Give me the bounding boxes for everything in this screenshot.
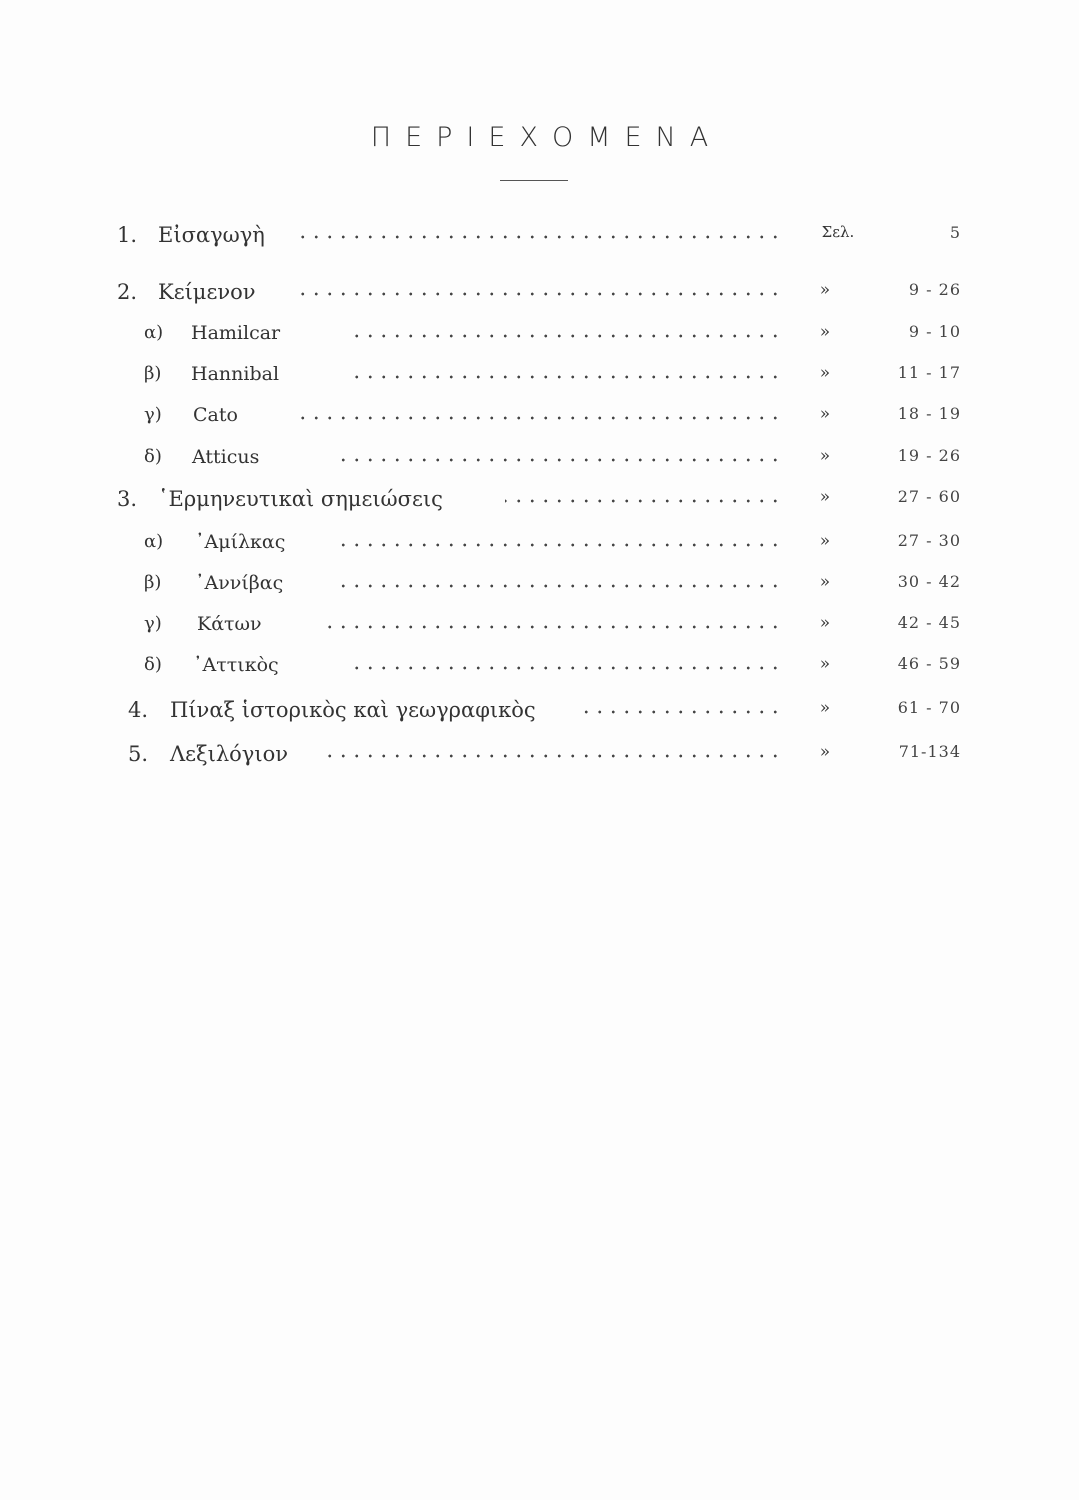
toc-entry[interactable] — [0, 223, 1079, 253]
page-range: 9 - 26 — [908, 280, 961, 299]
toc-entry-label: Πίναξ ἱστορικὸς καὶ γεωγραφικὸς — [170, 698, 536, 722]
toc-entry[interactable] — [0, 280, 1079, 310]
dot-leader — [300, 235, 782, 239]
toc-entry-number: β) — [144, 363, 162, 384]
toc-entry-number: 2. — [117, 280, 138, 304]
toc-subentry[interactable] — [0, 572, 1079, 602]
dot-leader — [325, 625, 782, 629]
dot-leader — [340, 543, 782, 547]
ditto-mark: » — [819, 742, 831, 762]
toc-entry-number: 5. — [128, 742, 149, 766]
toc-subentry[interactable] — [0, 322, 1079, 352]
toc-entry-number: α) — [144, 531, 164, 552]
toc-entry-label: Hamilcar — [191, 322, 281, 344]
page-range: 42 - 45 — [897, 613, 961, 632]
toc-entry-number: β) — [144, 572, 162, 593]
toc-subentry[interactable] — [0, 654, 1079, 684]
toc-subentry[interactable] — [0, 613, 1079, 643]
toc-entry-label: Atticus — [192, 446, 260, 468]
ditto-mark: » — [819, 572, 831, 592]
ditto-mark: » — [819, 404, 831, 424]
toc-entry-label: Εἰσαγωγὴ — [158, 223, 265, 247]
ditto-mark: » — [819, 363, 831, 383]
page-range: 19 - 26 — [897, 446, 961, 465]
toc-entry-number: 3. — [117, 487, 138, 511]
ditto-mark: » — [819, 322, 831, 342]
toc-subentry[interactable] — [0, 363, 1079, 393]
page-range: 27 - 30 — [897, 531, 961, 550]
dot-leader — [355, 334, 782, 338]
dot-leader — [340, 584, 782, 588]
toc-entry-number: α) — [144, 322, 164, 343]
page-range: 5 — [949, 223, 961, 242]
page-title: ΠΕΡΙΕΧΟΜΕΝΑ — [370, 122, 723, 153]
toc-entry-number: δ) — [144, 654, 162, 675]
page-range: 9 - 10 — [908, 322, 961, 341]
toc-entry-label: ῾Ερμηνευτικαὶ σημειώσεις — [158, 487, 443, 511]
toc-entry-label: Κείμενον — [158, 280, 256, 304]
toc-subentry[interactable] — [0, 446, 1079, 476]
dot-leader — [355, 375, 782, 379]
toc-entry-number: γ) — [144, 613, 162, 634]
page-range: 71-134 — [898, 742, 961, 761]
ditto-mark: » — [819, 698, 831, 718]
toc-entry-number: γ) — [144, 404, 162, 425]
dot-leader — [505, 499, 782, 503]
page-range: 61 - 70 — [897, 698, 961, 717]
toc-entry[interactable] — [0, 698, 1079, 728]
page-range: 11 - 17 — [897, 363, 961, 382]
toc-entry-label: ᾿Αμίλκας — [195, 531, 286, 553]
page-range: 30 - 42 — [897, 572, 961, 591]
ditto-mark: » — [819, 280, 831, 300]
toc-entry-label: ᾿Αττικὸς — [193, 654, 279, 676]
dot-leader — [300, 292, 782, 296]
dot-leader — [338, 458, 782, 462]
page-marker: Σελ. — [821, 223, 855, 241]
ditto-mark: » — [819, 487, 831, 507]
ditto-mark: » — [819, 446, 831, 466]
toc-entry-number: 4. — [128, 698, 149, 722]
toc-subentry[interactable] — [0, 531, 1079, 561]
ditto-mark: » — [819, 531, 831, 551]
toc-entry-label: Cato — [193, 404, 238, 426]
toc-entry-label: Hannibal — [191, 363, 280, 385]
ditto-mark: » — [819, 654, 831, 674]
title-underline — [500, 180, 568, 181]
toc-entry-label: ᾿Αννίβας — [195, 572, 284, 594]
dot-leader — [325, 754, 782, 758]
dot-leader — [578, 710, 782, 714]
toc-entry-label: Λεξιλόγιον — [170, 742, 288, 766]
ditto-mark: » — [819, 613, 831, 633]
page-range: 46 - 59 — [897, 654, 961, 673]
dot-leader — [355, 666, 782, 670]
toc-entry[interactable] — [0, 742, 1079, 772]
toc-subentry[interactable] — [0, 404, 1079, 434]
page-range: 18 - 19 — [897, 404, 961, 423]
toc-entry-label: Κάτων — [197, 613, 262, 635]
page-range: 27 - 60 — [897, 487, 961, 506]
toc-entry-number: δ) — [144, 446, 162, 467]
dot-leader — [300, 416, 782, 420]
toc-entry[interactable] — [0, 487, 1079, 517]
toc-entry-number: 1. — [117, 223, 138, 247]
